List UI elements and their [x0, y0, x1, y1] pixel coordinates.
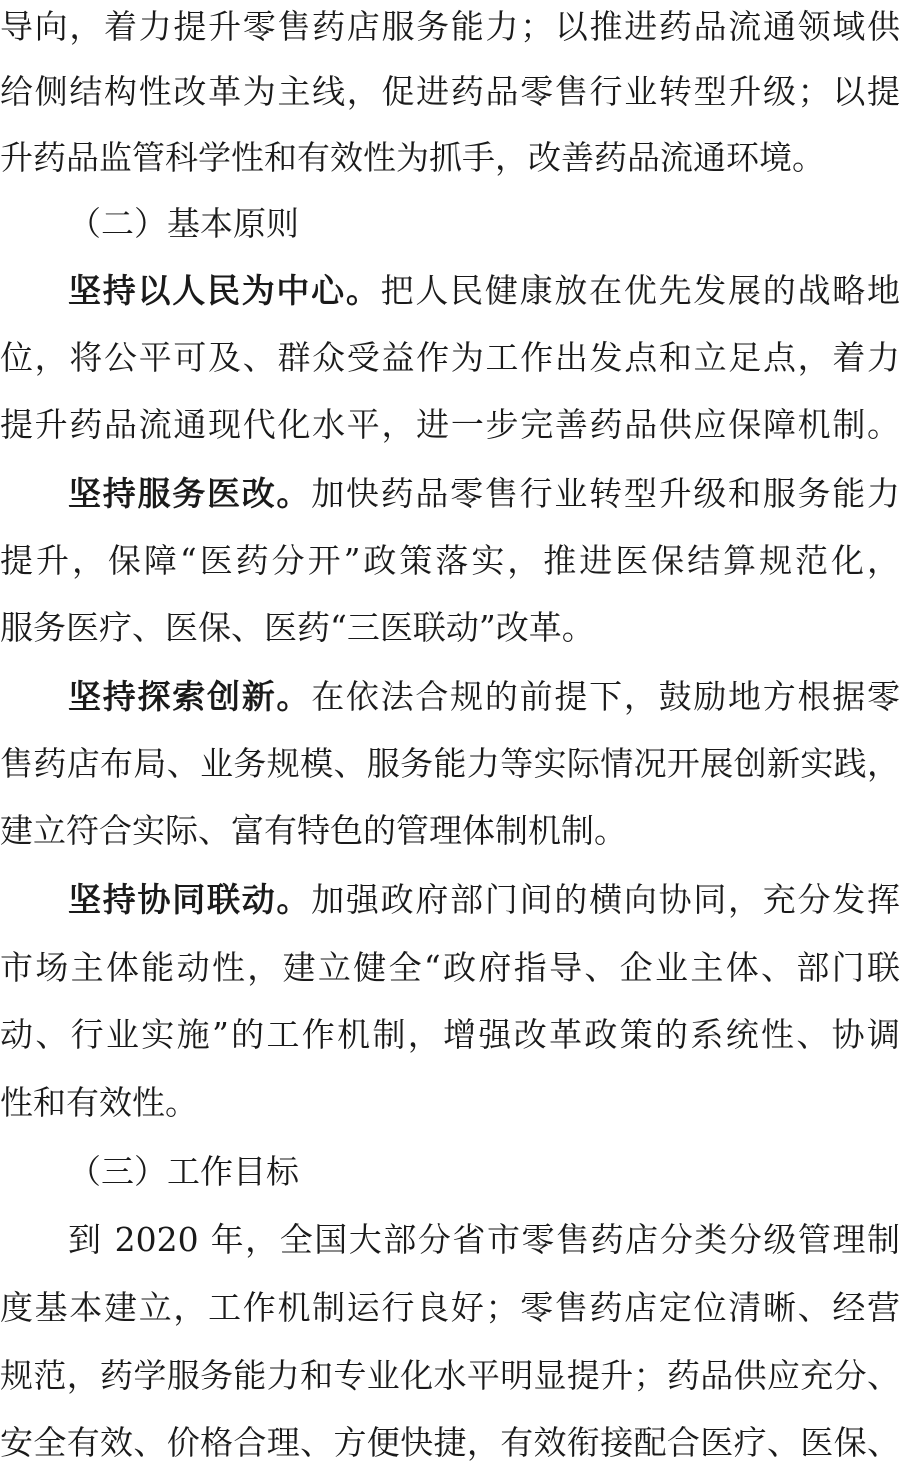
section-heading: （二）基本原则	[68, 204, 299, 243]
paragraph-line: 提升，保障“医药分开”政策落实，推进医保结算规范化，	[0, 541, 900, 580]
principle-title: 坚持以人民为中心。	[68, 271, 381, 310]
paragraph-line: 建立符合实际、富有特色的管理体制机制。	[0, 811, 627, 850]
paragraph-line: 导向，着力提升零售药店服务能力；以推进药品流通领域供	[0, 7, 900, 46]
paragraph-line: 规范，药学服务能力和专业化水平明显提升；药品供应充分、	[0, 1356, 900, 1395]
principle-text: 加快药品零售行业转型升级和服务能力	[311, 474, 900, 513]
paragraph-line: 性和有效性。	[0, 1083, 198, 1122]
principle-line	[0, 471, 900, 517]
paragraph-line: 升药品监管科学性和有效性为抓手，改善药品流通环境。	[0, 138, 825, 177]
principle-title: 坚持探索创新。	[68, 677, 312, 716]
principle-title: 坚持服务医改。	[68, 474, 312, 513]
paragraph-line: 市场主体能动性，建立健全“政府指导、企业主体、部门联	[0, 948, 900, 987]
paragraph-line: 度基本建立，工作机制运行良好；零售药店定位清晰、经营	[0, 1288, 900, 1327]
paragraph-line: 服务医疗、医保、医药“三医联动”改革。	[0, 608, 595, 647]
principle-text: 把人民健康放在优先发展的战略地	[380, 271, 900, 310]
principle-line	[0, 877, 900, 923]
principle-text: 在依法合规的前提下，鼓励地方根据零	[311, 677, 900, 716]
paragraph-line: 位，将公平可及、群众受益作为工作出发点和立足点，着力	[0, 338, 900, 377]
paragraph-line: 售药店布局、业务规模、服务能力等实际情况开展创新实践，	[0, 744, 900, 783]
paragraph-line: 安全有效、价格合理、方便快捷，有效衔接配合医疗、医保、	[0, 1423, 900, 1462]
paragraph-line: 到 2020 年，全国大部分省市零售药店分类分级管理制	[68, 1220, 900, 1259]
paragraph-line: 动、行业实施”的工作机制，增强改革政策的系统性、协调	[0, 1015, 900, 1054]
section-heading: （三）工作目标	[68, 1152, 299, 1191]
principle-title: 坚持协同联动。	[68, 880, 312, 919]
paragraph-line: 给侧结构性改革为主线，促进药品零售行业转型升级；以提	[0, 72, 900, 111]
principle-line	[0, 268, 900, 314]
principle-line	[0, 674, 900, 720]
principle-text: 加强政府部门间的横向协同，充分发挥	[311, 880, 900, 919]
paragraph-line: 提升药品流通现代化水平，进一步完善药品供应保障机制。	[0, 405, 900, 444]
